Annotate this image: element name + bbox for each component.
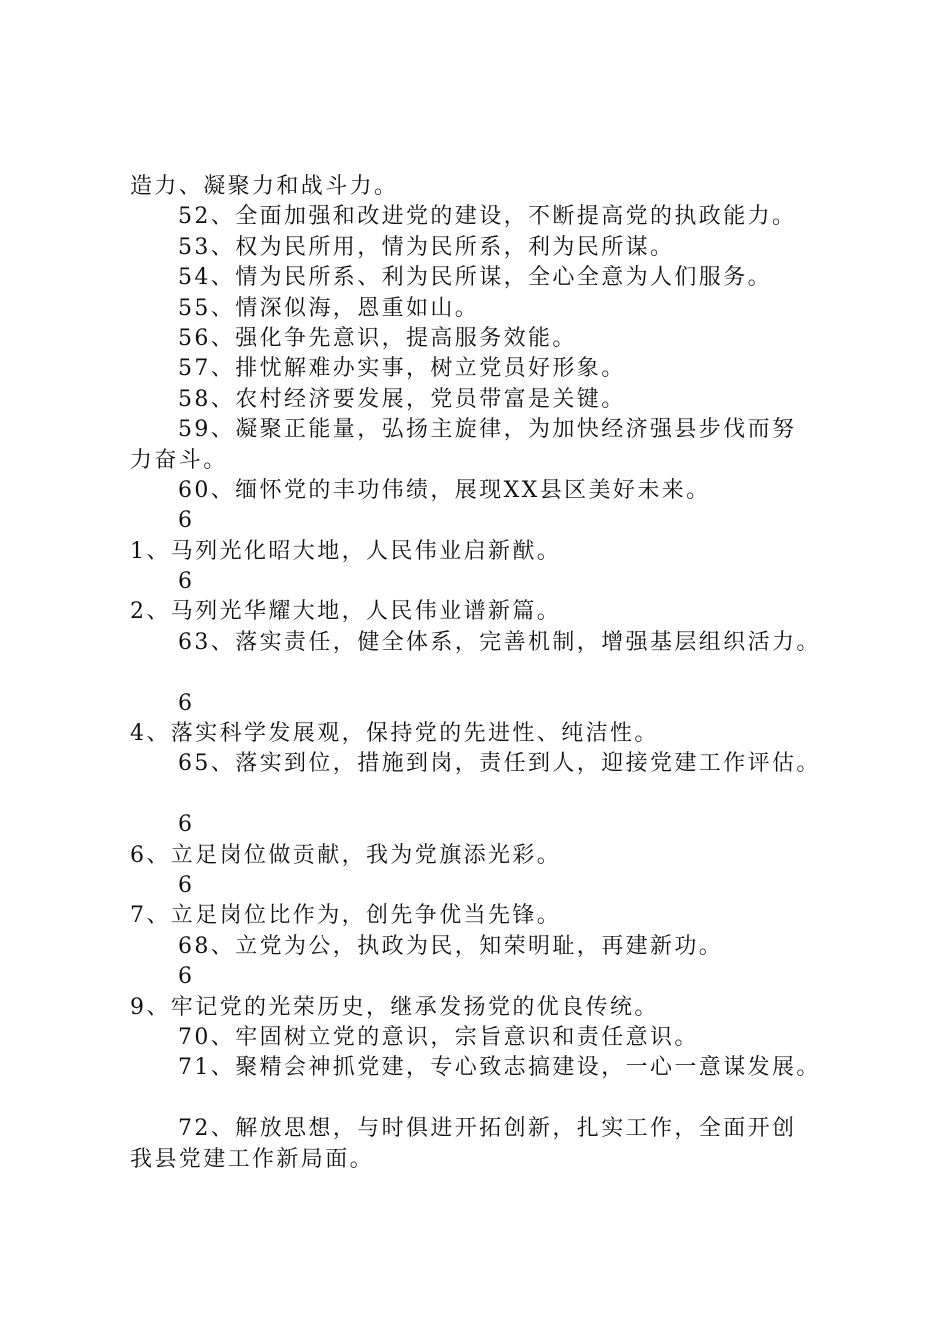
text-line: 59、凝聚正能量，弘扬主旋律，为加快经济强县步伐而努: [178, 417, 797, 443]
text-line: 52、全面加强和改进党的建设，不断提高党的执政能力。: [178, 204, 797, 230]
text-line: 60、缅怀党的丰功伟绩，展现XX县区美好未来。: [178, 477, 711, 503]
text-line: 53、权为民所用，情为民所系，利为民所谋。: [178, 234, 675, 260]
text-line: 68、立党为公，执政为民，知荣明耻，再建新功。: [178, 933, 724, 959]
text-line: 9、牢记党的光荣历史，继承发扬党的优良传统。: [130, 994, 659, 1020]
text-line: 7、立足岗位比作为，创先争优当先锋。: [130, 903, 562, 929]
text-line: 71、聚精会神抓党建，专心致志搞建设，一心一意谋发展。: [178, 1055, 821, 1081]
text-line: 63、落实责任，健全体系，完善机制，增强基层组织活力。: [178, 629, 821, 655]
text-line: 1、马列光化昭大地，人民伟业启新猷。: [130, 538, 562, 564]
text-line: 6: [178, 690, 195, 716]
text-line: 70、牢固树立党的意识，宗旨意识和责任意识。: [178, 1024, 699, 1050]
text-line: 58、农村经济要发展，党员带富是关键。: [178, 386, 626, 412]
text-line: 6: [178, 569, 195, 595]
text-line: 65、落实到位，措施到岗，责任到人，迎接党建工作评估。: [178, 751, 821, 777]
blank-line: [130, 658, 860, 688]
text-line: 我县党建工作新局面。: [130, 1146, 375, 1172]
text-line: 72、解放思想，与时俱进开拓创新，扎实工作，全面开创: [178, 1116, 797, 1142]
text-line: 56、强化争先意识，提高服务效能。: [178, 325, 577, 351]
blank-line: [130, 780, 860, 810]
text-line: 造力、凝聚力和战斗力。: [130, 174, 399, 199]
text-line: 6: [178, 872, 195, 898]
text-line: 57、排忧解难办实事，树立党员好形象。: [178, 356, 626, 382]
text-line: 2、马列光华耀大地，人民伟业谱新篇。: [130, 599, 562, 625]
text-line: 55、情深似海，恩重如山。: [178, 295, 480, 321]
text-line: 6: [178, 964, 195, 990]
text-line: 6、立足岗位做贡献，我为党旗添光彩。: [130, 842, 562, 868]
text-line: 6: [178, 812, 195, 838]
text-line: 6: [178, 508, 195, 534]
text-line: 力奋斗。: [130, 447, 228, 473]
text-line: 54、情为民所系、利为民所谋，全心全意为人们服务。: [178, 265, 772, 291]
blank-line: [130, 1084, 860, 1114]
text-line: 4、落实科学发展观，保持党的先进性、纯洁性。: [130, 721, 659, 747]
document-body: [130, 172, 860, 1175]
